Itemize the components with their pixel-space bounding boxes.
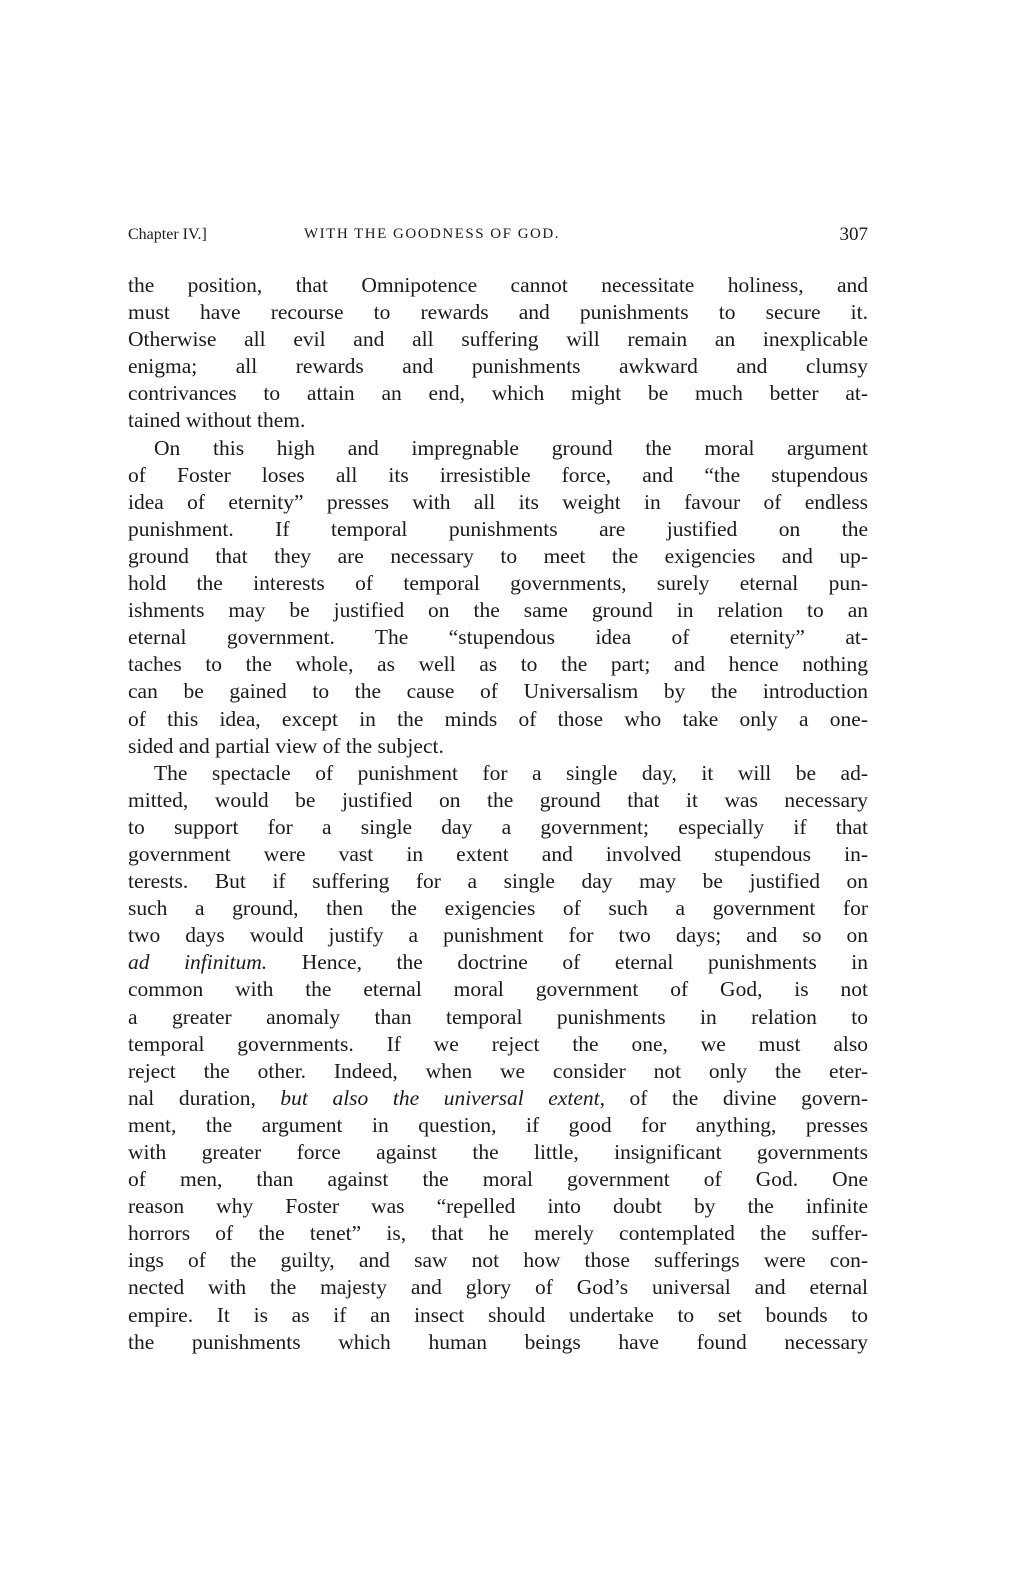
text-line: can be gained to the cause of Universalism by the introduction bbox=[128, 679, 868, 704]
text-line: of this idea, except in the minds of those who take only a one- bbox=[128, 706, 868, 731]
text-line: On this high and impregnable ground the moral argument bbox=[154, 435, 868, 460]
text-line: of men, than against the moral government of God. One bbox=[128, 1167, 868, 1192]
text-line: the position, that Omnipotence cannot necessitate holiness, and bbox=[128, 273, 868, 297]
text-line: a greater anomaly than temporal punishments in relation to bbox=[128, 1004, 868, 1029]
text-line: empire. It is as if an insect should undertake to set bounds to bbox=[128, 1302, 868, 1327]
chapter-label: Chapter IV.] bbox=[128, 226, 207, 243]
text-line: ishments may be justified on the same ground in relation to an bbox=[128, 598, 868, 623]
text-line: taches to the whole, as well as to the part; and hence nothing bbox=[128, 652, 868, 677]
text-line: The spectacle of punishment for a single day, it will be ad- bbox=[154, 760, 868, 785]
text-line: punishment. If temporal punishments are justified on the bbox=[128, 516, 868, 541]
text-line: terests. But if suffering for a single day may be justified on bbox=[128, 869, 868, 894]
text-line: must have recourse to rewards and punishments to secure it. bbox=[128, 300, 868, 325]
text-line: horrors of the tenet” is, that he merely contemplated the suffer- bbox=[128, 1221, 868, 1246]
text-line: to support for a single day a government; especially if that bbox=[128, 814, 868, 839]
text-line: government were vast in extent and involved stupendous in- bbox=[128, 841, 868, 866]
text-line: of Foster loses all its irresistible force, and “the stupendous bbox=[128, 462, 868, 487]
text-line: ings of the guilty, and saw not how those sufferings were con- bbox=[128, 1248, 868, 1273]
italic-phrase: but also the universal extent bbox=[280, 1085, 600, 1110]
text-line: sided and partial view of the subject. bbox=[128, 733, 444, 758]
text-line: idea of eternity” presses with all its weight in favour of endless bbox=[128, 489, 868, 514]
text-line: Otherwise all evil and all suffering will remain an inexplicable bbox=[128, 327, 868, 352]
text-line: reason why Foster was “repelled into doubt by the infinite bbox=[128, 1194, 868, 1219]
running-head bbox=[128, 224, 868, 248]
text-line: reject the other. Indeed, when we consider not only the eter- bbox=[128, 1058, 868, 1083]
text-line: with greater force against the little, insignificant governments bbox=[128, 1140, 868, 1164]
text-line: nal duration, but also the universal extent, of the divine govern- bbox=[128, 1085, 868, 1110]
text-line: hold the interests of temporal governments, surely eternal pun- bbox=[128, 571, 868, 596]
text-line: ground that they are necessary to meet the exigencies and up- bbox=[128, 543, 868, 568]
text-line: the punishments which human beings have found necessary bbox=[128, 1329, 868, 1354]
text-line: eternal government. The “stupendous idea of eternity” at- bbox=[128, 625, 868, 650]
text-line: tained without them. bbox=[128, 408, 306, 433]
text-line: such a ground, then the exigencies of such a government for bbox=[128, 896, 868, 921]
text-line: ment, the argument in question, if good for anything, presses bbox=[128, 1112, 868, 1137]
text-line: temporal governments. If we reject the one, we must also bbox=[128, 1031, 868, 1056]
text-line: two days would justify a punishment for two days; and so on bbox=[128, 923, 868, 948]
text-line: ad infinitum. Hence, the doctrine of eternal punishments in bbox=[128, 950, 868, 975]
text-line: mitted, would be justified on the ground that it was necessary bbox=[128, 787, 868, 812]
text-line: common with the eternal moral government of God, is not bbox=[128, 977, 868, 1002]
text-line: enigma; all rewards and punishments awkward and clumsy bbox=[128, 354, 868, 379]
page-number: 307 bbox=[839, 224, 868, 245]
body-text bbox=[128, 272, 868, 1356]
text-line: contrivances to attain an end, which might be much better at- bbox=[128, 381, 868, 406]
text-line: nected with the majesty and glory of God’s universal and eternal bbox=[128, 1275, 868, 1300]
italic-phrase: ad infinitum. bbox=[128, 950, 268, 975]
running-title: WITH THE GOODNESS OF GOD. bbox=[304, 226, 560, 242]
